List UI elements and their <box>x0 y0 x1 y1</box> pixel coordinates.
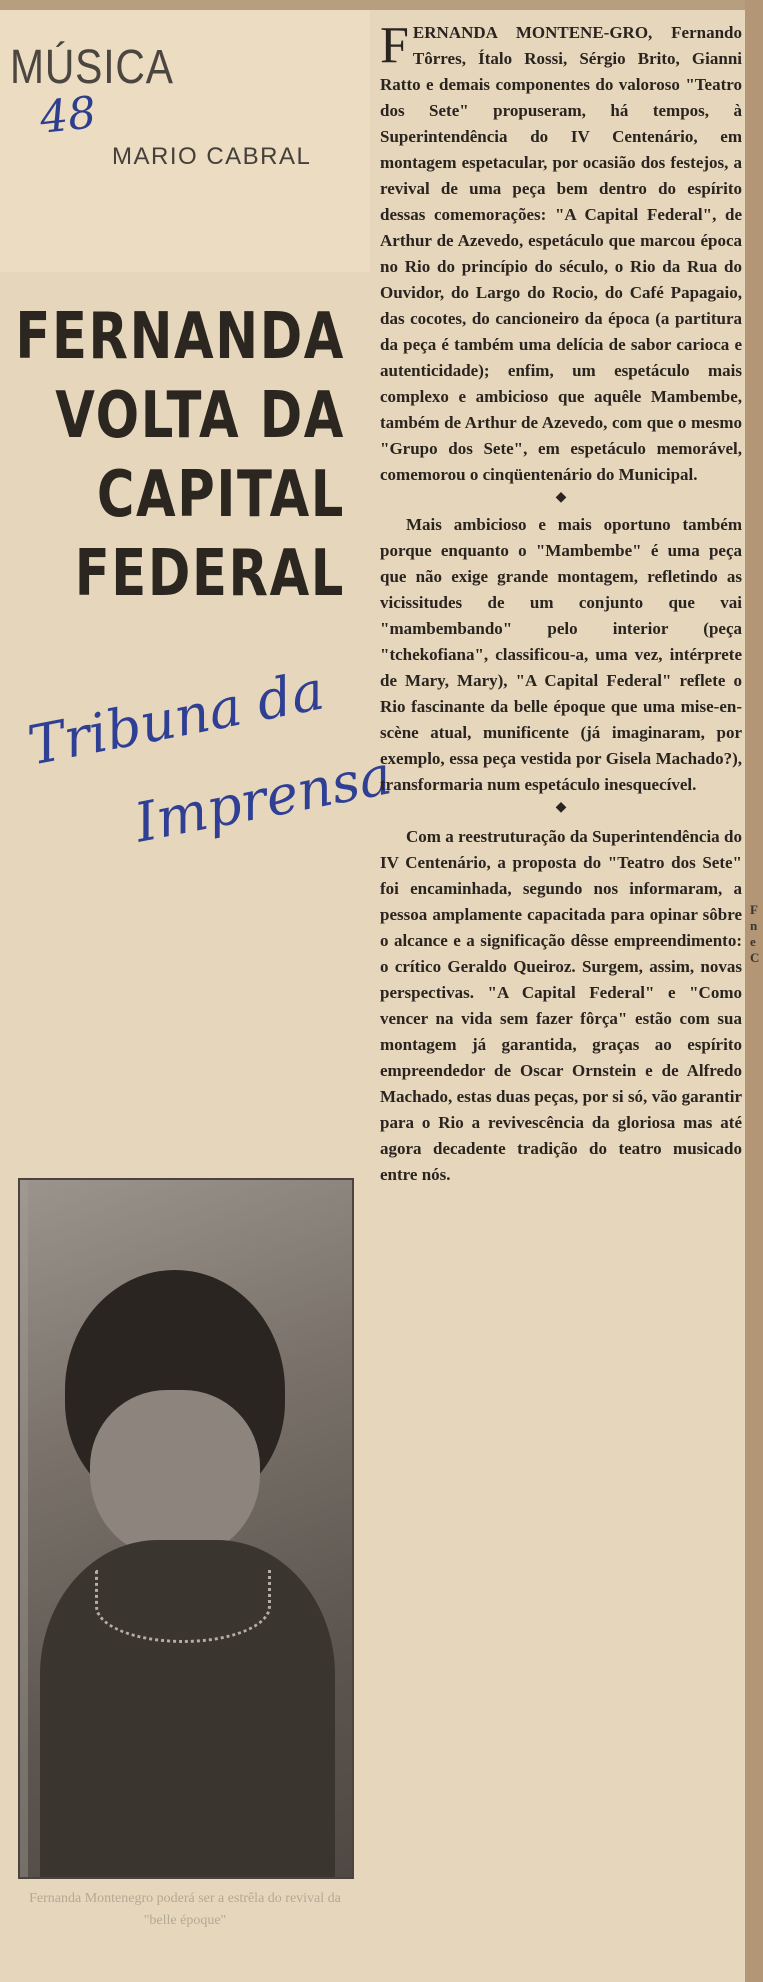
adjacent-clipping-edge <box>745 0 763 1982</box>
drop-cap: F <box>380 17 409 74</box>
headline-line: CAPITAL <box>96 458 345 532</box>
handwritten-source-note <box>20 633 400 888</box>
article-paragraph-1 <box>380 17 742 488</box>
handwritten-line: Imprensa <box>129 743 397 855</box>
handwritten-page-number: 48 <box>37 87 99 144</box>
section-title: MÚSICA <box>10 41 174 94</box>
headline-line: FERNANDA <box>15 300 345 374</box>
paragraph-separator: ◆ <box>555 800 567 815</box>
column-header <box>0 10 370 272</box>
photo-caption: Fernanda Montenegro poderá ser a estrêla do revival da "belle époque" <box>29 1891 341 1928</box>
adjacent-text-fragment: F n e C <box>750 902 760 965</box>
article-column <box>380 17 742 1188</box>
photo-necklace-shape <box>95 1570 271 1643</box>
article-paragraph-2: Mais ambicioso e mais oportuno também porque enquanto o "Mambembe" é uma peça que não exige grande montagem, refletindo as vicissitudes de um conjunto que vai "mambembando" pelo interior (peça "tchekofiana", classificou-a, uma vez, intérprete de Mary, Mary), "A Capital Federal" reflete o Rio fascinante da belle époque que uma mise-en-scène atual, munificente (já imaginaram, por exemplo, essa peça vestida por Gisela Machado?), transformaria num espetáculo inesquecível. <box>380 515 742 794</box>
headline <box>15 298 345 614</box>
handwritten-line: Tribuna da <box>23 658 329 778</box>
paragraph-1-text: ERNANDA MONTENE-GRO, Fernando Tôrres, Ítalo Rossi, Sérgio Brito, Gianni Ratto e demais componentes do valoroso "Teatro dos Sete" propuseram, há tempos, à Superintendência do IV Centenário, em montagem espetacular, por ocasião dos festejos, a revival de uma peça bem dentro do espírito dessas comemorações: "A Capital Federal", de Arthur de Azevedo, espetáculo que marcou época no Rio do princípio do século, o Rio da Rua do Ouvidor, do Largo do Rocio, do Café Papagaio, das cocotes, do cancioneiro da época (a partitura da peça é também uma delícia de sabor carioca e autenticidade); enfim, um espetáculo mais complexo e ambicioso que aquêle Mambembe, também de Arthur de Azevedo, com que o mesmo "Grupo dos Sete", em espetáculo memorável, comemorou o cinqüentenário do Municipal. <box>380 23 742 484</box>
paragraph-separator: ◆ <box>555 490 567 505</box>
portrait-photo <box>18 1178 354 1879</box>
photo-edge <box>20 1180 28 1877</box>
headline-line: FEDERAL <box>74 537 345 611</box>
photo-face-shape <box>90 1390 260 1560</box>
clipping-top-edge <box>0 0 745 10</box>
headline-line: VOLTA DA <box>55 379 346 453</box>
author-byline: MARIO CABRAL <box>112 143 312 170</box>
article-paragraph-3: Com a reestruturação da Superintendência do IV Centenário, a proposta do "Teatro dos Sete" foi encaminhada, segundo nos informaram, a pessoa amplamente capacitada para opinar sôbre o alcance e a significação dêsse empreendimento: o crítico Geraldo Queiroz. Surgem, assim, novas perspectivas. "A Capital Federal" e "Como vencer na vida sem fazer fôrça" estão com sua montagem já garantida, graças ao espírito empreendedor de Oscar Ornstein e de Alfredo Machado, estas duas peças, por si só, vão garantir para o Rio a revivescência da gloriosa mas até agora decadente tradição do teatro musicado entre nós. <box>380 827 742 1184</box>
